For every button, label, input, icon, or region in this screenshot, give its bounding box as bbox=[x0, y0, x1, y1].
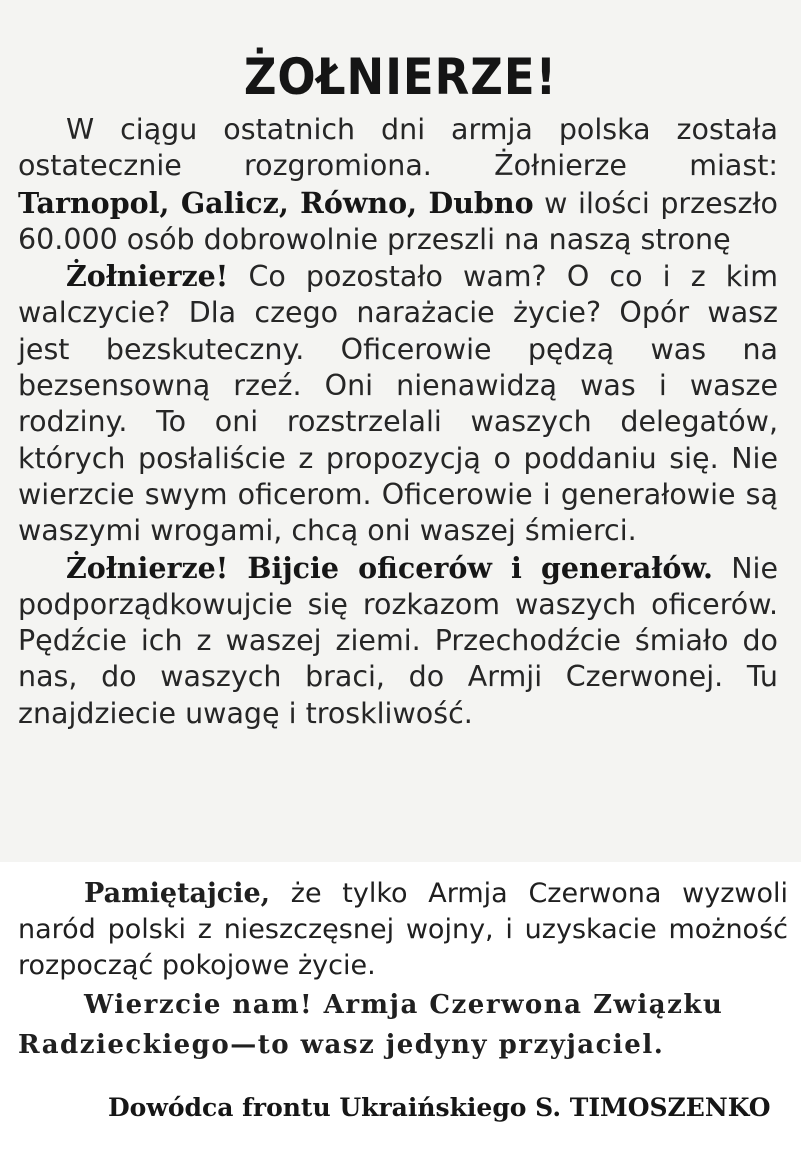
leaflet-body bbox=[18, 112, 778, 732]
paragraph-4-lead: Pamiętajcie, bbox=[84, 878, 271, 909]
paragraph-1-text-b: w ilości przeszło 60.000 osób dobrowolnie przeszli na naszą stronę bbox=[18, 186, 778, 256]
paragraph-1-text-a: W ciągu ostatnich dni armja polska została ostatecznie rozgromiona. Żołnierze miast: bbox=[18, 113, 778, 183]
paragraph-3-lead: Żołnierze! Bijcie oficerów i generałów. bbox=[66, 550, 713, 585]
paragraph-4-text: że tylko Armja Czerwona wyzwoli naród polski z nieszczęsnej wojny, i uzyskacie możność rozpocząć pokojowe życie. bbox=[18, 878, 788, 981]
paragraph-4 bbox=[18, 876, 788, 984]
paragraph-2-text: Co pozostało wam? O co i z kim walczycie? Dla czego narażacie życie? Opór wasz jest bezskuteczny. Oficerowie pędzą was na bezsensowną rzeź. Oni nienawidzą was i wasze rodziny. To oni rozstrzelali waszych delegatów, których posłaliście z propozycją o poddaniu się. Nie wierzcie swym oficerom. Oficerowie i generałowie są waszymi wrogami, chcą oni waszej śmierci. bbox=[18, 260, 778, 548]
paragraph-3-text: Nie podporządkowujcie się rozkazom waszych oficerów. Pędźcie ich z waszej ziemi. Przechodźcie śmiało do nas, do waszych braci, do Armji Czerwonej. Tu znajdziecie uwagę i troskliwość. bbox=[18, 551, 778, 730]
leaflet-title: ŻOŁNIERZE! bbox=[243, 47, 558, 106]
paragraph-1-cities: Tarnopol, Galicz, Równo, Dubno bbox=[18, 185, 534, 220]
paragraph-3 bbox=[18, 550, 778, 732]
appeal-line-1: Wierzcie nam! Armja Czerwona Związku bbox=[84, 990, 724, 1020]
signature: Dowódca frontu Ukraińskiego S. TIMOSZENKO bbox=[108, 1093, 771, 1122]
appeal-line-2: Radzieckiego—to wasz jedyny przyjaciel. bbox=[18, 1030, 665, 1060]
paragraph-2-lead: Żołnierze! bbox=[66, 259, 229, 294]
leaflet-closing bbox=[18, 876, 788, 1064]
paragraph-2 bbox=[18, 258, 778, 549]
paragraph-1 bbox=[18, 112, 778, 258]
